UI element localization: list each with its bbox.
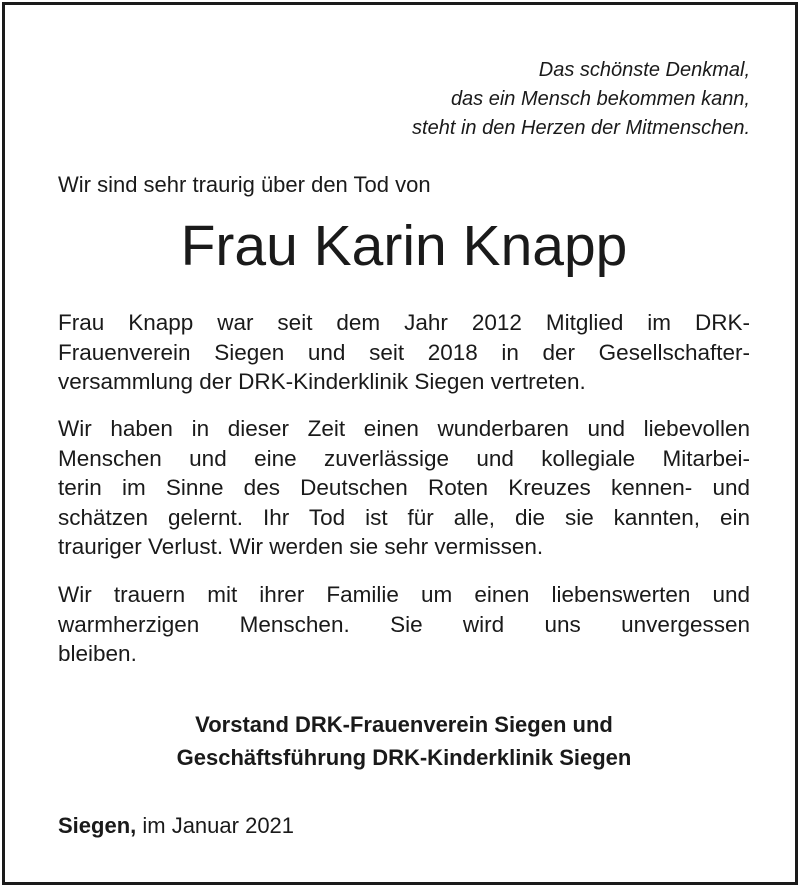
paragraph-line: Frau Knapp war seit dem Jahr 2012 Mitglied im DRK- [58, 310, 750, 335]
quote-line: Das schönste Denkmal, [538, 59, 750, 81]
paragraph-line: versammlung der DRK-Kinderklinik Siegen vertreten. [58, 369, 586, 394]
signature-block [58, 708, 750, 774]
obituary-frame [2, 2, 798, 885]
paragraph-mourning [58, 580, 750, 669]
paragraph-line: warmherzigen Menschen. Sie wird uns unvergessen [58, 611, 750, 637]
place-city: Siegen, [58, 813, 137, 838]
place-date [58, 811, 294, 841]
signature-line: Vorstand DRK-Frauenverein Siegen und [195, 712, 613, 737]
paragraph-line: bleiben. [58, 641, 137, 666]
paragraph-line: Frauenverein Siegen und seit 2018 in der Gesellschafter- [58, 339, 750, 365]
signature-line: Geschäftsführung DRK-Kinderklinik Siegen [176, 745, 632, 770]
paragraph-line: Wir trauern mit ihrer Familie um einen liebenswerten und [58, 582, 750, 607]
paragraph-membership [58, 308, 750, 397]
quote-line: steht in den Herzen der Mitmenschen. [412, 117, 750, 139]
paragraph-line: trauriger Verlust. Wir werden sie sehr vermissen. [58, 534, 544, 559]
paragraph-tribute [58, 414, 750, 562]
paragraph-line: terin im Sinne des Deutschen Roten Kreuzes kennen- und [58, 475, 750, 500]
place-date-text: im Januar 2021 [142, 813, 295, 838]
paragraph-line: Wir haben in dieser Zeit einen wunderbaren und liebevollen [58, 416, 750, 441]
memorial-quote [290, 56, 750, 143]
intro-text: Wir sind sehr traurig über den Tod von [58, 172, 431, 197]
deceased-name: Frau Karin Knapp [180, 214, 628, 278]
paragraph-line: Menschen und eine zuverlässige und kollegiale Mitarbei- [58, 445, 750, 471]
paragraph-line: schätzen gelernt. Ihr Tod ist für alle, die sie kannten, ein [58, 504, 750, 530]
quote-line: das ein Mensch bekommen kann, [450, 88, 750, 110]
